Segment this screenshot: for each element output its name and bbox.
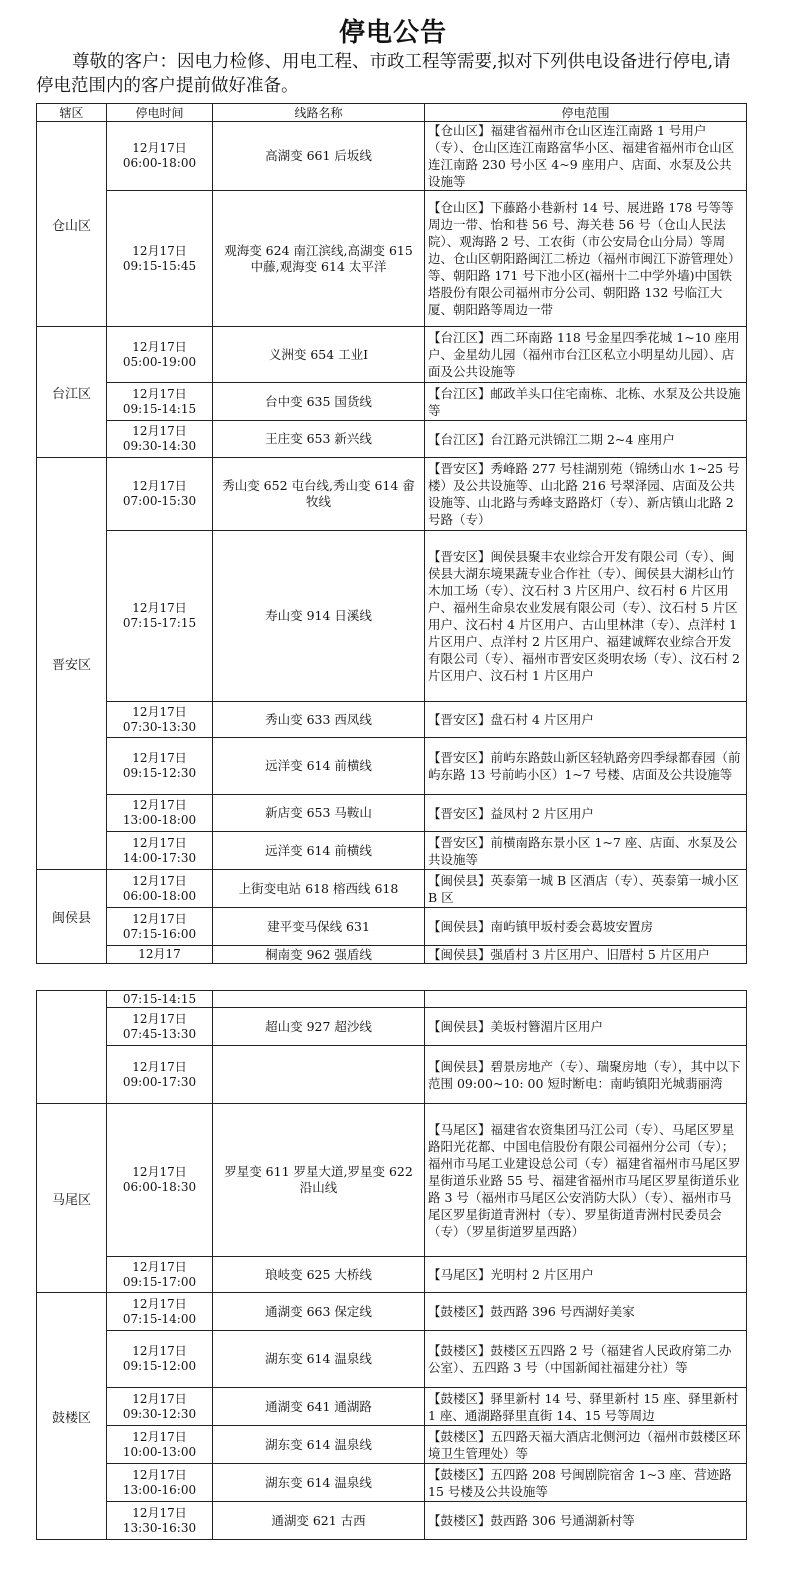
line-name-cell: 湖东变 614 温泉线 xyxy=(213,1426,425,1464)
line-name-cell: 琅岐变 625 大桥线 xyxy=(213,1257,425,1293)
outage-range-cell: 【台江区】西二环南路 118 号金星四季花城 1~10 座用户、金星幼儿园（福州市台江区私立小明星幼儿园）、店面及公共设施等 xyxy=(425,327,747,383)
outage-range-cell: 【鼓楼区】鼓西路 306 号通湖新村等 xyxy=(425,1502,747,1540)
table-row xyxy=(37,1104,747,1257)
outage-range-cell xyxy=(425,991,747,1008)
header-line: 线路名称 xyxy=(213,104,425,122)
table-row xyxy=(37,795,747,832)
district-cell: 闽侯县 xyxy=(37,870,107,964)
district-cell: 晋安区 xyxy=(37,458,107,870)
table-row xyxy=(37,1388,747,1426)
outage-range-cell: 【晋安区】前横南路东景小区 1~7 座、店面、水泵及公共设施等 xyxy=(425,832,747,870)
outage-time-cell: 12月17日 07:00-15:30 xyxy=(107,458,213,531)
line-name-cell: 上街变电站 618 榕西线 618 xyxy=(213,870,425,908)
outage-time-cell: 12月17日 07:15-16:00 xyxy=(107,908,213,946)
outage-time-cell: 12月17日 07:15-14:00 xyxy=(107,1293,213,1331)
outage-range-cell: 【晋安区】益凤村 2 片区用户 xyxy=(425,795,747,832)
table-row xyxy=(37,1046,747,1104)
outage-table-part-1 xyxy=(36,103,747,964)
line-name-cell: 湖东变 614 温泉线 xyxy=(213,1331,425,1388)
table-row xyxy=(37,946,747,964)
table-row xyxy=(37,327,747,383)
line-name-cell: 台中变 635 国货线 xyxy=(213,383,425,421)
outage-time-cell: 12月17日 07:15-17:15 xyxy=(107,531,213,702)
table-row xyxy=(37,383,747,421)
outage-time-cell: 12月17日 13:00-18:00 xyxy=(107,795,213,832)
outage-time-cell: 12月17日 09:15-14:15 xyxy=(107,383,213,421)
district-cell: 马尾区 xyxy=(37,1104,107,1293)
line-name-cell: 通湖变 621 古西 xyxy=(213,1502,425,1540)
line-name-cell: 义洲变 654 工业Ⅰ xyxy=(213,327,425,383)
line-name-cell: 秀山变 652 屯台线,秀山变 614 畲牧线 xyxy=(213,458,425,531)
district-cell: 鼓楼区 xyxy=(37,1293,107,1540)
outage-time-cell: 12月17日 09:15-17:00 xyxy=(107,1257,213,1293)
outage-range-cell: 【鼓楼区】鼓西路 396 号西湖好美家 xyxy=(425,1293,747,1331)
outage-range-cell: 【晋安区】秀峰路 277 号桂湖别苑（锦绣山水 1~25 号楼）及公共设施等、山北路 216 号翠泽园、店面及公共设施等、山北路与秀峰支路路灯（专）、新店镇山北路 2 号路（专） xyxy=(425,458,747,531)
outage-time-cell: 12月17日 06:00-18:00 xyxy=(107,870,213,908)
outage-range-cell: 【晋安区】闽侯县聚丰农业综合开发有限公司（专）、闽侯县大湖东境果蔬专业合作社（专）、闽侯县大湖杉山竹木加工场（专）、汶石村 3 片区用户、纹石村 6 片区用户、福州生命泉农业发展有限公司（专）、汶石村 5 片区用户、汶石村 4 片区用户、古山里林津（专）、点洋村 1 片区用户、点洋村 2 片区用户、福建诚辉农业综合开发有限公司（专）、福州市晋安区炎明农场（专）、汶石村 2 片区用户、汶石村 1 片区用户 xyxy=(425,531,747,702)
outage-time-cell: 12月17日 10:00-13:00 xyxy=(107,1426,213,1464)
line-name-cell: 秀山变 633 西凤线 xyxy=(213,702,425,738)
outage-range-cell: 【闽侯县】南屿镇甲坂村委会葛坡安置房 xyxy=(425,908,747,946)
district-cell xyxy=(37,991,107,1104)
intro-paragraph: 尊敬的客户：因电力检修、用电工程、市政工程等需要,拟对下列供电设备进行停电,请停电范围内的客户提前做好准备。 xyxy=(36,52,731,96)
outage-time-cell: 12月17日 13:30-16:30 xyxy=(107,1502,213,1540)
outage-range-cell: 【闽侯县】英泰第一城 B 区酒店（专）、英泰第一城小区 B 区 xyxy=(425,870,747,908)
header-district: 辖区 xyxy=(37,104,107,122)
table-row xyxy=(37,1464,747,1502)
line-name-cell: 建平变马保线 631 xyxy=(213,908,425,946)
outage-range-cell: 【晋安区】盘石村 4 片区用户 xyxy=(425,702,747,738)
outage-time-cell: 12月17日 07:45-13:30 xyxy=(107,1008,213,1046)
outage-range-cell: 【晋安区】前屿东路鼓山新区轻轨路旁四季绿都春园（前屿东路 13 号前屿小区）1~7 号楼、店面及公共设施等 xyxy=(425,738,747,795)
table-row xyxy=(37,702,747,738)
table-row xyxy=(37,531,747,702)
outage-time-cell: 12月17日 06:00-18:30 xyxy=(107,1104,213,1257)
district-cell: 仓山区 xyxy=(37,122,107,327)
line-name-cell: 通湖变 641 通湖路 xyxy=(213,1388,425,1426)
table-row xyxy=(37,458,747,531)
outage-time-cell: 12月17日 09:15-12:30 xyxy=(107,738,213,795)
outage-time-cell: 12月17日 06:00-18:00 xyxy=(107,122,213,191)
line-name-cell xyxy=(213,1046,425,1104)
line-name-cell: 湖东变 614 温泉线 xyxy=(213,1464,425,1502)
header-time: 停电时间 xyxy=(107,104,213,122)
outage-time-cell: 12月17日 09:15-15:45 xyxy=(107,191,213,327)
table-row xyxy=(37,1293,747,1331)
outage-range-cell: 【鼓楼区】五四路 208 号闽剧院宿舍 1~3 座、营迹路 15 号楼及公共设施等 xyxy=(425,1464,747,1502)
outage-time-cell: 12月17日 13:00-16:00 xyxy=(107,1464,213,1502)
table-row xyxy=(37,1502,747,1540)
outage-time-cell: 07:15-14:15 xyxy=(107,991,213,1008)
line-name-cell: 通湖变 663 保定线 xyxy=(213,1293,425,1331)
outage-range-cell: 【鼓楼区】驿里新村 14 号、驿里新村 15 座、驿里新村 1 座、通湖路驿里直街 14、15 号等周边 xyxy=(425,1388,747,1426)
table-row xyxy=(37,738,747,795)
table-row xyxy=(37,1331,747,1388)
table-row xyxy=(37,191,747,327)
outage-time-cell: 12月17日 09:30-12:30 xyxy=(107,1388,213,1426)
outage-time-cell: 12月17日 14:00-17:30 xyxy=(107,832,213,870)
line-name-cell: 远洋变 614 前横线 xyxy=(213,738,425,795)
outage-range-cell: 【仓山区】下藤路小巷新村 14 号、展进路 178 号等等周边一带、怡和巷 56 号、海关巷 56 号（仓山人民法院）、观海路 2 号、工农街（市公安局仓山分局）等周边、仓山区朝阳路闽江二桥边（福州市闽江下游管理处）等、朝阳路 171 号下池小区(福州十二中学外墙)中国铁塔股份有限公司福州市分公司、朝阳路 132 号临江大厦、朝阳路等周边一带 xyxy=(425,191,747,327)
outage-time-cell: 12月17日 07:30-13:30 xyxy=(107,702,213,738)
outage-range-cell: 【台江区】台江路元洪锦江二期 2~4 座用户 xyxy=(425,421,747,458)
line-name-cell xyxy=(213,991,425,1008)
table-row xyxy=(37,908,747,946)
outage-range-cell: 【台江区】邮政羊头口住宅南栋、北栋、水泵及公共设施等 xyxy=(425,383,747,421)
line-name-cell: 王庄变 653 新兴线 xyxy=(213,421,425,458)
line-name-cell: 高湖变 661 后坂线 xyxy=(213,122,425,191)
line-name-cell: 罗星变 611 罗星大道,罗星变 622 沿山线 xyxy=(213,1104,425,1257)
line-name-cell: 超山变 927 超沙线 xyxy=(213,1008,425,1046)
outage-range-cell: 【闽侯县】碧景房地产（专）、瑞聚房地（专），其中以下范围 09:00~10: 00 短时断电：南屿镇阳光城翡丽湾 xyxy=(425,1046,747,1104)
outage-time-cell: 12月17 xyxy=(107,946,213,964)
table-row xyxy=(37,832,747,870)
outage-range-cell: 【仓山区】福建省福州市仓山区连江南路 1 号用户（专）、仓山区连江南路富华小区、福建省福州市仓山区连江南路 230 号小区 4~9 座用户、店面、水泵及公共设施等 xyxy=(425,122,747,191)
line-name-cell: 观海变 624 南江滨线,高湖变 615 中藤,观海变 614 太平洋 xyxy=(213,191,425,327)
outage-range-cell: 【鼓楼区】五四路天福大酒店北侧河边（福州市鼓楼区环境卫生管理处）等 xyxy=(425,1426,747,1464)
outage-time-cell: 12月17日 09:30-14:30 xyxy=(107,421,213,458)
line-name-cell: 新店变 653 马鞍山 xyxy=(213,795,425,832)
line-name-cell: 寿山变 914 日溪线 xyxy=(213,531,425,702)
outage-table-part-2 xyxy=(36,990,747,1540)
outage-time-cell: 12月17日 09:15-12:00 xyxy=(107,1331,213,1388)
outage-range-cell: 【马尾区】光明村 2 片区用户 xyxy=(425,1257,747,1293)
table-row xyxy=(37,991,747,1008)
table-header-row xyxy=(37,104,747,122)
page-title: 停电公告 xyxy=(338,18,447,48)
outage-range-cell: 【马尾区】福建省农资集团马江公司（专）、马尾区罗星路阳光花都、中国电信股份有限公司福州分公司（专）；福州市马尾工业建设总公司（专）福建省福州市马尾区罗星街道乐业路 55 号、福建省福州市马尾区罗星街道乐业路 3 号（福州市马尾区公安消防大队）（专）、福州市马尾区罗星街道青洲村（专）、罗星街道青洲村民委员会（专）（罗星街道罗星西路） xyxy=(425,1104,747,1257)
table-row xyxy=(37,1257,747,1293)
table-row xyxy=(37,870,747,908)
outage-time-cell: 12月17日 05:00-19:00 xyxy=(107,327,213,383)
header-range: 停电范围 xyxy=(425,104,747,122)
table-row xyxy=(37,1008,747,1046)
table-row xyxy=(37,421,747,458)
table-row xyxy=(37,122,747,191)
district-cell: 台江区 xyxy=(37,327,107,458)
outage-range-cell: 【闽侯县】美坂村簪湄片区用户 xyxy=(425,1008,747,1046)
line-name-cell: 远洋变 614 前横线 xyxy=(213,832,425,870)
outage-range-cell: 【鼓楼区】鼓楼区五四路 2 号（福建省人民政府第二办公室）、五四路 3 号（中国新闻社福建分社）等 xyxy=(425,1331,747,1388)
outage-range-cell: 【闽侯县】强盾村 3 片区用户、旧厝村 5 片区用户 xyxy=(425,946,747,964)
outage-time-cell: 12月17日 09:00-17:30 xyxy=(107,1046,213,1104)
line-name-cell: 桐南变 962 强盾线 xyxy=(213,946,425,964)
table-row xyxy=(37,1426,747,1464)
